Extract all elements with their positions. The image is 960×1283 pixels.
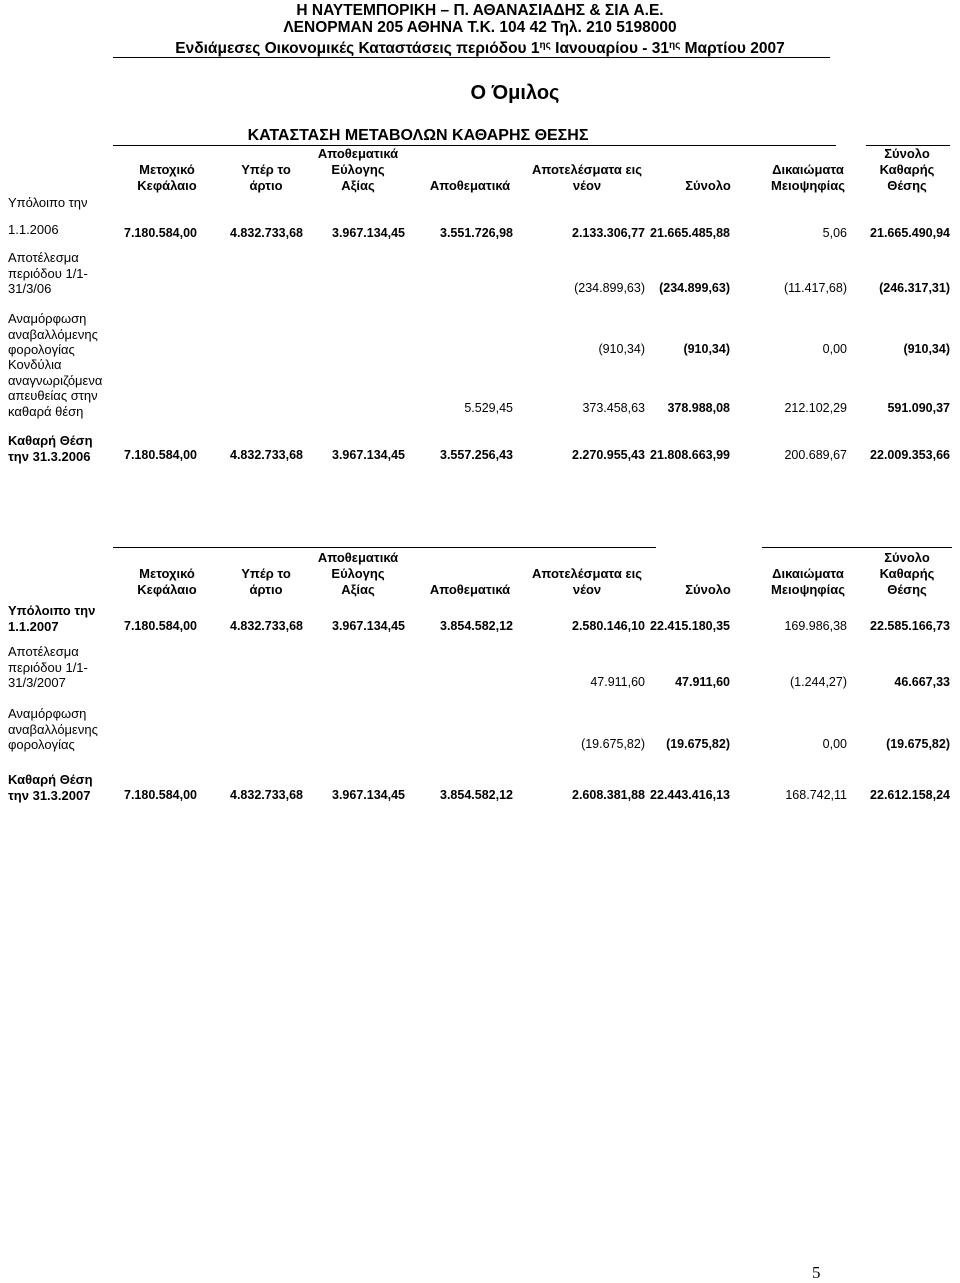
cell-value: (19.675,82) xyxy=(666,737,730,751)
cell-value: 3.557.256,43 xyxy=(440,448,513,462)
cell-value: 4.832.733,68 xyxy=(230,448,303,462)
column-header-line: Θέσης xyxy=(887,582,927,597)
column-header-line: Αποθεματικά xyxy=(429,178,511,193)
cell-value: 46.667,33 xyxy=(894,675,950,689)
cell-value: 3.967.134,45 xyxy=(332,619,405,633)
cell-value: 378.988,08 xyxy=(667,401,730,415)
column-header xyxy=(758,146,858,194)
cell-value: 0,00 xyxy=(822,737,847,751)
row-label-line: Αναμόρφωση xyxy=(8,706,87,721)
column-header xyxy=(522,146,652,194)
report-period: Ενδιάμεσες Οικονομικές Καταστάσεις περιόδου $1^{\eta\varsigma}$ Ιανουαρίου - $31^{\eta\varsigma}$ Μαρτίου 2007 xyxy=(175,40,785,57)
column-header xyxy=(862,550,952,598)
cell-value: (246.317,31) xyxy=(879,281,950,295)
column-header xyxy=(668,550,748,598)
column-header-line: Σύνολο xyxy=(685,178,731,193)
cell-value: (910,34) xyxy=(598,342,645,356)
column-header-line: Μειοψηφίας xyxy=(771,582,845,597)
cell-value: 373.458,63 xyxy=(582,401,645,415)
row-label-line: φορολογίας xyxy=(8,737,75,752)
row-label xyxy=(8,772,93,803)
column-header-line: νέον xyxy=(572,178,602,193)
cell-value: 2.580.146,10 xyxy=(572,619,645,633)
column-header-line: Κεφάλαιο xyxy=(137,178,197,193)
cell-value: 47.911,60 xyxy=(590,675,645,689)
row-label-line: την 31.3.2007 xyxy=(8,787,91,803)
cell-value: 3.967.134,45 xyxy=(332,788,405,802)
cell-value: 7.180.584,00 xyxy=(124,619,197,633)
company-name: Η ΝΑΥΤΕΜΠΟΡΙΚΗ – Π. ΑΘΑΝΑΣΙΑΔΗΣ & ΣΙΑ Α.Ε. xyxy=(296,2,664,19)
column-header-line: Κεφάλαιο xyxy=(137,582,197,597)
cell-value: 169.986,38 xyxy=(784,619,847,633)
column-header-line: Σύνολο xyxy=(884,146,930,161)
row-label xyxy=(8,644,88,691)
column-header xyxy=(313,550,403,598)
cell-value: 21.808.663,99 xyxy=(650,448,730,462)
row-label-line: 31/3/06 xyxy=(8,281,52,296)
cell-value: 4.832.733,68 xyxy=(230,788,303,802)
cell-value: 2.270.955,43 xyxy=(572,448,645,462)
cell-value: 7.180.584,00 xyxy=(124,226,197,240)
column-header-line: άρτιο xyxy=(249,582,283,597)
column-header-line: άρτιο xyxy=(249,178,283,193)
cell-value: 22.443.416,13 xyxy=(650,788,730,802)
column-header-line: Αξίας xyxy=(341,178,375,193)
column-header xyxy=(313,146,403,194)
row-label-line: απευθείας στην xyxy=(8,388,98,403)
cell-value: (1.244,27) xyxy=(790,675,847,689)
company-address: ΛΕΝΟΡΜΑΝ 205 ΑΘΗΝΑ Τ.Κ. 104 42 Τηλ. 210 5198000 xyxy=(283,19,677,36)
row-label-line: φορολογίας xyxy=(8,342,75,357)
column-header-line: Εύλογης xyxy=(331,162,385,177)
table-2007-top-rule xyxy=(113,547,656,548)
column-header xyxy=(758,550,858,598)
cell-value: 3.854.582,12 xyxy=(440,619,513,633)
row-label xyxy=(8,603,95,634)
cell-value: 22.009.353,66 xyxy=(870,448,950,462)
row-label-line: περιόδου 1/1- xyxy=(8,265,88,281)
cell-value: 7.180.584,00 xyxy=(124,448,197,462)
cell-value: 22.612.158,24 xyxy=(870,788,950,802)
column-header-line: Εύλογης xyxy=(331,566,385,581)
row-label-line: την 31.3.2006 xyxy=(8,448,91,464)
cell-value: 212.102,29 xyxy=(784,401,847,415)
row-label-line: αναγνωριζόμενα xyxy=(8,372,103,388)
cell-value: 3.967.134,45 xyxy=(332,226,405,240)
column-header-line: Αποθεματικά xyxy=(317,146,399,161)
cell-value: 22.585.166,73 xyxy=(870,619,950,633)
column-header-line: Δικαιώματα xyxy=(772,566,844,581)
column-header xyxy=(231,146,301,194)
column-header-line: Υπέρ το xyxy=(241,566,291,581)
row-label-line: 1.1.2007 xyxy=(8,618,59,634)
cell-value: 2.608.381,88 xyxy=(572,788,645,802)
cell-value: (910,34) xyxy=(683,342,730,356)
column-header-line: Αποτελέσματα εις xyxy=(531,162,643,177)
cell-value: (234.899,63) xyxy=(659,281,730,295)
row-label-line: Καθαρή Θέση xyxy=(8,772,93,787)
column-header-line: Υπέρ το xyxy=(241,162,291,177)
column-header xyxy=(127,146,207,194)
column-header-line: νέον xyxy=(572,582,602,597)
row-label xyxy=(8,433,93,464)
cell-value: 4.832.733,68 xyxy=(230,619,303,633)
column-header-line: Θέσης xyxy=(887,178,927,193)
row-label-line: Υπόλοιπο την xyxy=(8,603,96,618)
column-header xyxy=(522,550,652,598)
cell-value: 2.133.306,77 xyxy=(572,226,645,240)
column-header xyxy=(420,550,520,598)
column-header-line: Μετοχικό xyxy=(139,566,195,581)
column-header-line: Αποθεματικά xyxy=(317,550,399,565)
cell-value: (19.675,82) xyxy=(886,737,950,751)
column-header-line: Αξίας xyxy=(341,582,375,597)
cell-value: (910,34) xyxy=(903,342,950,356)
column-header-line: Καθαρής xyxy=(879,566,935,581)
cell-value: 21.665.485,88 xyxy=(650,226,730,240)
column-header-line: Μετοχικό xyxy=(139,162,195,177)
row-label-line: περιόδου 1/1- xyxy=(8,659,88,675)
row-label xyxy=(8,195,88,237)
column-header xyxy=(420,146,520,194)
row-label xyxy=(8,250,88,297)
row-label-line: Καθαρή Θέση xyxy=(8,433,93,448)
row-label xyxy=(8,706,98,753)
cell-value: 4.832.733,68 xyxy=(230,226,303,240)
row-label-line: 31/3/2007 xyxy=(8,675,66,690)
row-label xyxy=(8,357,102,419)
cell-value: 5,06 xyxy=(822,226,847,240)
row-label-line: 1.1.2006 xyxy=(8,221,59,237)
cell-value: (234.899,63) xyxy=(574,281,645,295)
cell-value: 3.967.134,45 xyxy=(332,448,405,462)
cell-value: 47.911,60 xyxy=(675,675,730,689)
column-header-line: Σύνολο xyxy=(685,582,731,597)
row-label xyxy=(8,311,98,358)
cell-value: 22.415.180,35 xyxy=(650,619,730,633)
column-header xyxy=(127,550,207,598)
cell-value: 168.742,11 xyxy=(785,788,847,802)
cell-value: (11.417,68) xyxy=(783,281,847,295)
cell-value: (19.675,82) xyxy=(581,737,645,751)
column-header-line: Δικαιώματα xyxy=(772,162,844,177)
cell-value: 0,00 xyxy=(822,342,847,356)
column-header xyxy=(862,146,952,194)
row-label-line: Αποτέλεσμα xyxy=(8,250,79,265)
cell-value: 21.665.490,94 xyxy=(870,226,950,240)
column-header-line: Αποθεματικά xyxy=(429,582,511,597)
row-label-line: αναβαλλόμενης xyxy=(8,721,98,737)
cell-value: 3.854.582,12 xyxy=(440,788,513,802)
cell-value: 591.090,37 xyxy=(887,401,950,415)
row-label-line: αναβαλλόμενης xyxy=(8,326,98,342)
column-header-line: Σύνολο xyxy=(884,550,930,565)
column-header xyxy=(231,550,301,598)
cell-value: 7.180.584,00 xyxy=(124,788,197,802)
row-label-line: Αναμόρφωση xyxy=(8,311,87,326)
row-label-line: Υπόλοιπο την xyxy=(8,195,88,210)
row-label-line: καθαρά θέση xyxy=(8,403,84,419)
cell-value: 5.529,45 xyxy=(464,401,513,415)
statement-title: ΚΑΤΑΣΤΑΣΗ ΜΕΤΑΒΟΛΩΝ ΚΑΘΑΡΗΣ ΘΕΣΗΣ xyxy=(247,127,589,144)
column-header-line: Αποτελέσματα εις xyxy=(531,566,643,581)
row-label-line: Κονδύλια xyxy=(8,357,62,372)
page-number: 5 xyxy=(812,1263,821,1282)
group-title: Ο Όμιλος xyxy=(470,82,560,104)
row-label-line: Αποτέλεσμα xyxy=(8,644,79,659)
table-2007-top-rule-right xyxy=(762,547,952,548)
cell-value: 200.689,67 xyxy=(784,448,847,462)
column-header xyxy=(668,146,748,194)
header-rule xyxy=(113,57,830,58)
column-header-line: Καθαρής xyxy=(879,162,935,177)
column-header-line: Μειοψηφίας xyxy=(771,178,845,193)
cell-value: 3.551.726,98 xyxy=(440,226,513,240)
